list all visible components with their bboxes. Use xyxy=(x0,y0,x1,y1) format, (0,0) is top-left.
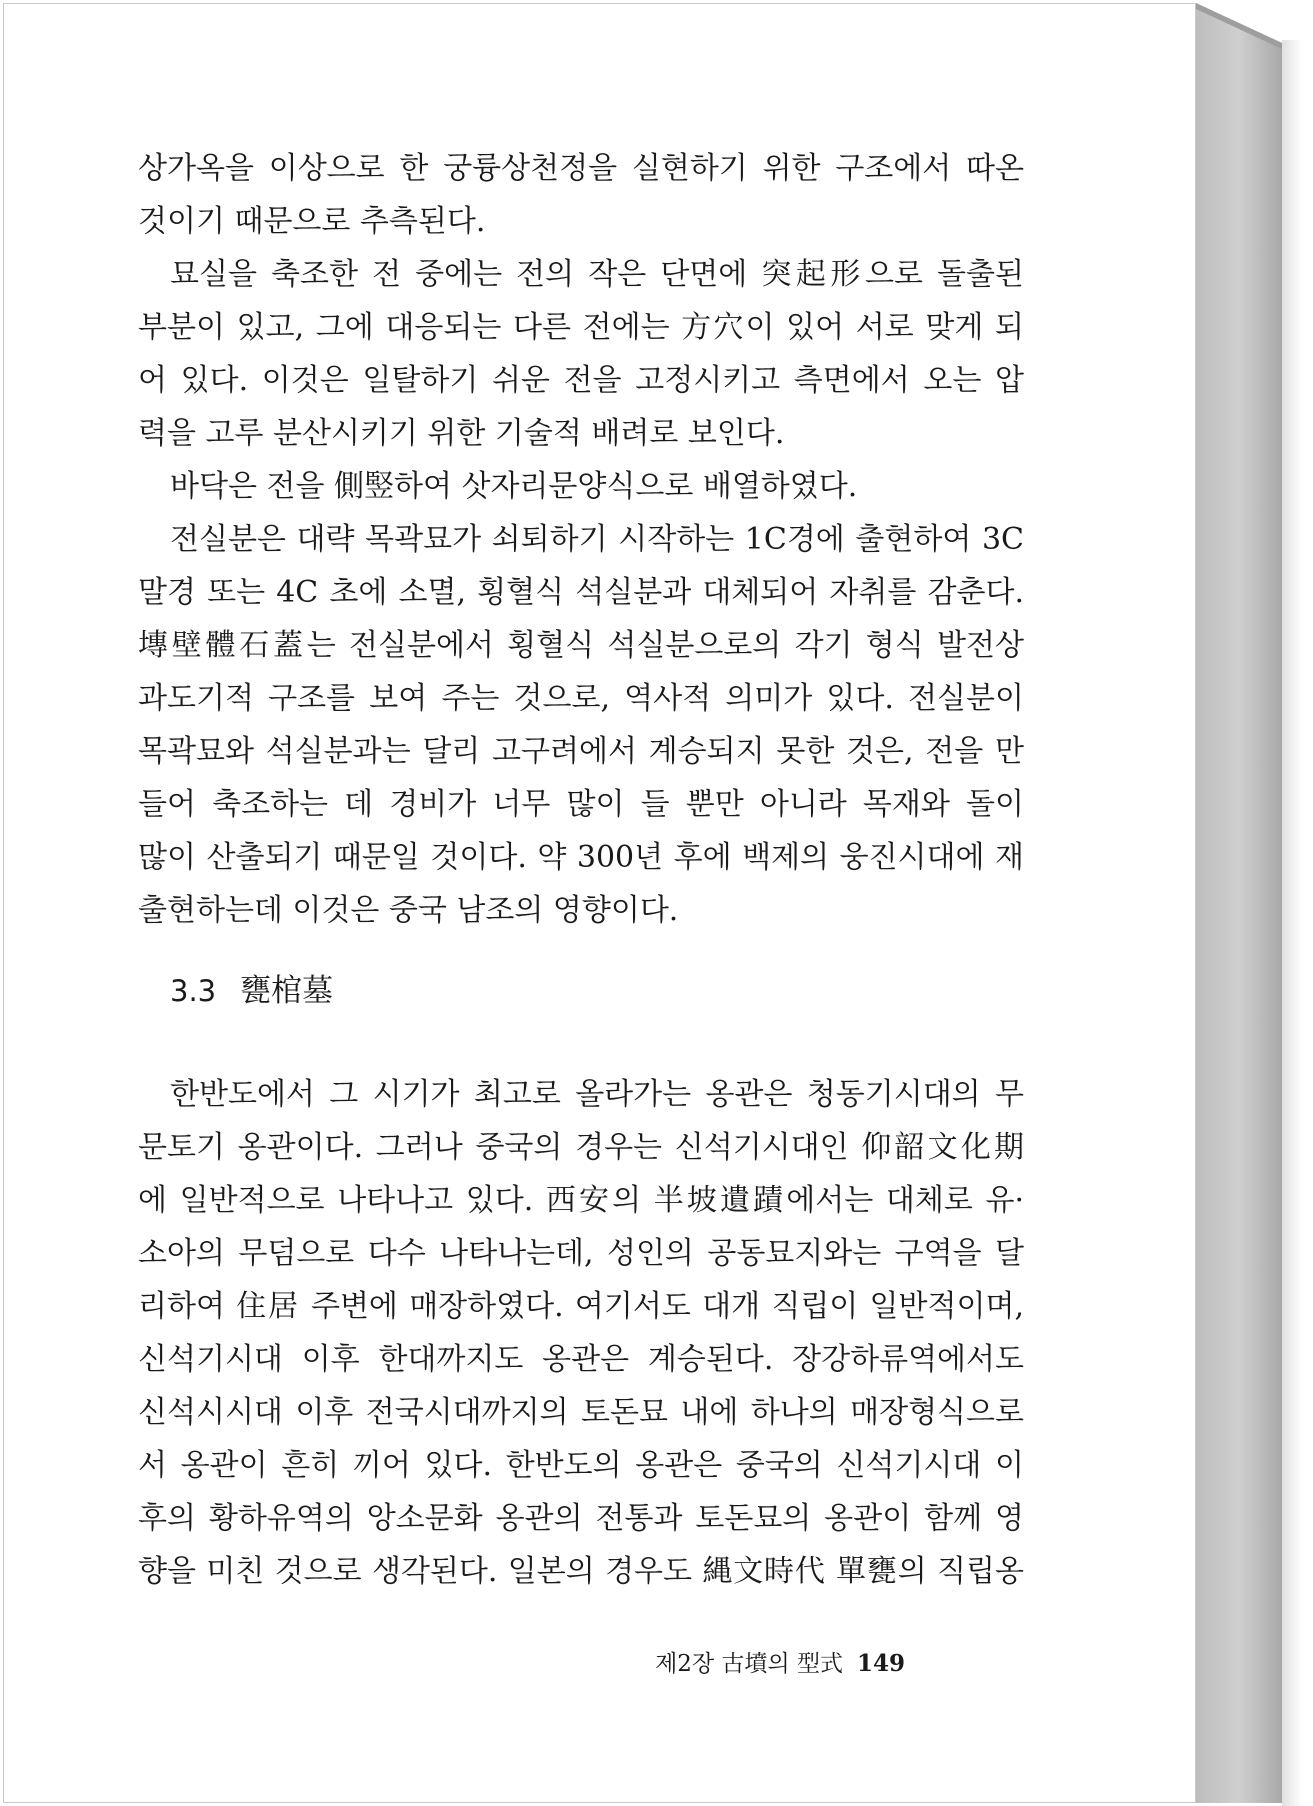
section-number: 3.3 xyxy=(170,974,217,1008)
top-p4-line-7: 많이 산출되기 때문일 것이다. 약 300년 후에 백제의 웅진시대에 재 xyxy=(138,840,1024,875)
section-title: 甕棺墓 xyxy=(240,973,334,1009)
top-p4-line-6: 들어 축조하는 데 경비가 너무 많이 들 뿐만 아니라 목재와 돌이 xyxy=(138,787,1024,822)
top-p4-line-5: 목곽묘와 석실분과는 달리 고구려에서 계승되지 못한 것은, 전을 만 xyxy=(138,734,1024,769)
top-p2-line-4: 력을 고루 분산시키기 위한 기술적 배려로 보인다. xyxy=(138,416,785,451)
top-p2-line-2: 부분이 있고, 그에 대응되는 다른 전에는 方穴이 있어 서로 맞게 되 xyxy=(138,310,1024,345)
running-footer-chapter: 제2장 古墳의 型式 xyxy=(655,1651,843,1677)
bottom-p1-line-8: 서 옹관이 흔히 끼어 있다. 한반도의 옹관은 중국의 신석기시대 이 xyxy=(138,1448,1024,1483)
top-p4-line-3: 塼壁體石蓋는 전실분에서 횡혈식 석실분으로의 각기 형식 발전상 xyxy=(138,628,1024,663)
top-p1-line-2: 것이기 때문으로 추측된다. xyxy=(138,204,486,239)
section-heading xyxy=(170,966,333,1016)
bottom-p1-line-5: 리하여 住居 주변에 매장하였다. 여기서도 대개 직립이 일반적이며, xyxy=(138,1289,1024,1324)
bottom-p1-line-6: 신석기시대 이후 한대까지도 옹관은 계승된다. 장강하류역에서도 xyxy=(138,1342,1024,1377)
bottom-p1-line-7: 신석시시대 이후 전국시대까지의 토돈묘 내에 하나의 매장형식으로 xyxy=(138,1395,1024,1430)
bottom-p1-line-4: 소아의 무덤으로 다수 나타나는데, 성인의 공동묘지와는 구역을 달 xyxy=(138,1236,1024,1271)
top-p4-line-1: 전실분은 대략 목곽묘가 쇠퇴하기 시작하는 1C경에 출현하여 3C xyxy=(170,522,1024,557)
top-p2-line-3: 어 있다. 이것은 일탈하기 쉬운 전을 고정시키고 측면에서 오는 압 xyxy=(138,363,1024,398)
book-page xyxy=(3,3,1196,1803)
top-p2-line-1: 묘실을 축조한 전 중에는 전의 작은 단면에 突起形으로 돌출된 xyxy=(170,257,1024,292)
book-edge xyxy=(1196,3,1282,1803)
page-number: 149 xyxy=(856,1650,905,1677)
top-p4-line-2: 말경 또는 4C 초에 소멸, 횡혈식 석실분과 대체되어 자취를 감춘다. xyxy=(138,575,1024,610)
bottom-p1-line-9: 후의 황하유역의 앙소문화 옹관의 전통과 토돈묘의 옹관이 함께 영 xyxy=(138,1501,1024,1536)
top-p3-line-1: 바닥은 전을 側竪하여 삿자리문양식으로 배열하였다. xyxy=(170,469,858,504)
top-p4-line-8: 출현하는데 이것은 중국 남조의 영향이다. xyxy=(138,893,679,928)
bottom-p1-line-2: 문토기 옹관이다. 그러나 중국의 경우는 신석기시대인 仰韶文化期 xyxy=(138,1130,1024,1165)
text-top xyxy=(138,142,1024,937)
text-bottom xyxy=(138,1068,1024,1598)
page-shadow xyxy=(1282,40,1302,1806)
bottom-p1-line-3: 에 일반적으로 나타나고 있다. 西安의 半坡遺蹟에서는 대체로 유· xyxy=(138,1183,1024,1218)
page-footer xyxy=(655,1644,905,1684)
bottom-p1-line-1: 한반도에서 그 시기가 최고로 올라가는 옹관은 청동기시대의 무 xyxy=(170,1077,1024,1112)
top-p1-line-1: 상가옥을 이상으로 한 궁륭상천정을 실현하기 위한 구조에서 따온 xyxy=(138,151,1024,186)
top-p4-line-4: 과도기적 구조를 보여 주는 것으로, 역사적 의미가 있다. 전실분이 xyxy=(138,681,1024,716)
bottom-p1-line-10: 향을 미친 것으로 생각된다. 일본의 경우도 縄文時代 單甕의 직립옹 xyxy=(138,1554,1024,1589)
